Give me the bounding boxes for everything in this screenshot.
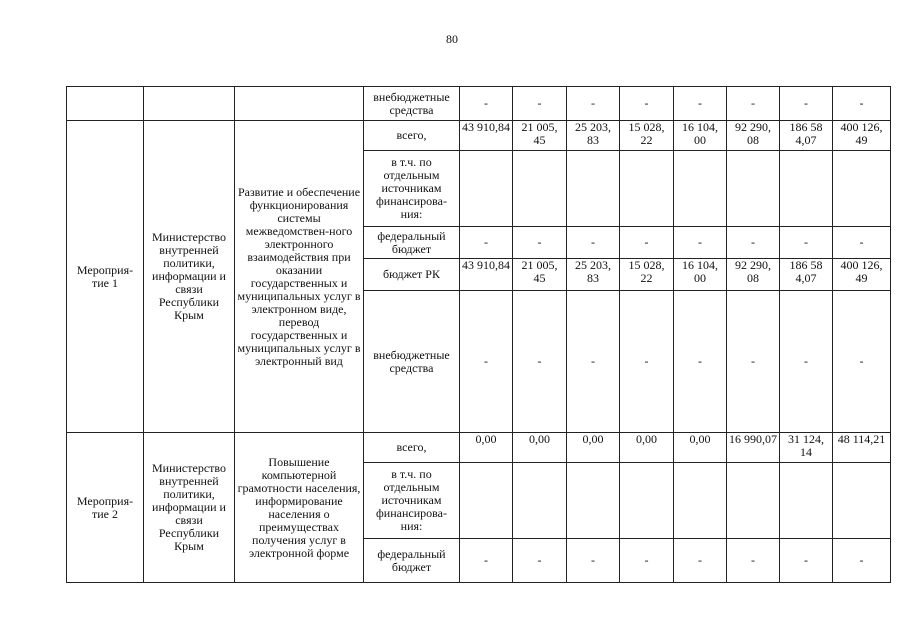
value-cell: - xyxy=(460,87,513,121)
page-number: 80 xyxy=(446,32,458,46)
value-cell: - xyxy=(513,227,567,259)
value-cell: 0,00 xyxy=(674,433,727,463)
value-cell xyxy=(727,151,780,227)
value-cell: 400 126, 49 xyxy=(833,259,891,291)
value-cell: - xyxy=(513,291,567,433)
value-cell: - xyxy=(620,227,674,259)
value-cell xyxy=(674,463,727,539)
value-cell: - xyxy=(620,539,674,583)
value-cell: 21 005, 45 xyxy=(513,259,567,291)
value-cell: - xyxy=(833,87,891,121)
organization-cell: Министерство внутренней политики, информации и связи Республики Крым xyxy=(144,121,235,433)
table-row xyxy=(67,121,891,151)
value-cell: 25 203, 83 xyxy=(567,259,620,291)
source-cell: в т.ч. по отдельным источникам финансирова-ния: xyxy=(364,463,460,539)
value-cell: - xyxy=(567,291,620,433)
organization-cell: Министерство внутренней политики, информации и связи Республики Крым xyxy=(144,433,235,583)
value-cell xyxy=(620,151,674,227)
value-cell: - xyxy=(567,539,620,583)
value-cell: - xyxy=(460,291,513,433)
value-cell: - xyxy=(727,291,780,433)
value-cell: 0,00 xyxy=(460,433,513,463)
value-cell: 16 104, 00 xyxy=(674,121,727,151)
value-cell xyxy=(780,151,833,227)
source-cell: всего, xyxy=(364,433,460,463)
source-cell: бюджет РК xyxy=(364,259,460,291)
value-cell: 0,00 xyxy=(567,433,620,463)
value-cell: 15 028, 22 xyxy=(620,121,674,151)
value-cell: - xyxy=(674,87,727,121)
source-cell: внебюджетные средства xyxy=(364,291,460,433)
source-cell: федеральный бюджет xyxy=(364,539,460,583)
value-cell: - xyxy=(513,539,567,583)
value-cell: - xyxy=(674,539,727,583)
value-cell: 21 005, 45 xyxy=(513,121,567,151)
value-cell: - xyxy=(780,539,833,583)
financing-table xyxy=(66,86,891,583)
value-cell: 186 58 4,07 xyxy=(780,259,833,291)
source-cell: внебюджетные средства xyxy=(364,87,460,121)
value-cell: - xyxy=(833,291,891,433)
value-cell: - xyxy=(567,87,620,121)
value-cell: 0,00 xyxy=(620,433,674,463)
event-cell xyxy=(67,87,144,121)
value-cell: - xyxy=(460,227,513,259)
value-cell: 31 124, 14 xyxy=(780,433,833,463)
value-cell: - xyxy=(780,291,833,433)
value-cell: - xyxy=(727,87,780,121)
value-cell: - xyxy=(833,227,891,259)
value-cell xyxy=(780,463,833,539)
value-cell: - xyxy=(460,539,513,583)
value-cell xyxy=(460,463,513,539)
table-row xyxy=(67,87,891,121)
source-cell: всего, xyxy=(364,121,460,151)
value-cell xyxy=(620,463,674,539)
description-cell xyxy=(235,87,364,121)
value-cell: 16 104, 00 xyxy=(674,259,727,291)
value-cell xyxy=(567,151,620,227)
value-cell xyxy=(460,151,513,227)
value-cell xyxy=(513,151,567,227)
value-cell: 92 290, 08 xyxy=(727,259,780,291)
value-cell: 0,00 xyxy=(513,433,567,463)
value-cell: 92 290, 08 xyxy=(727,121,780,151)
value-cell xyxy=(833,151,891,227)
value-cell: 25 203, 83 xyxy=(567,121,620,151)
event-cell: Мероприя-тие 2 xyxy=(67,433,144,583)
value-cell: - xyxy=(833,539,891,583)
value-cell: - xyxy=(727,539,780,583)
value-cell: 186 58 4,07 xyxy=(780,121,833,151)
value-cell: - xyxy=(620,291,674,433)
value-cell: 400 126, 49 xyxy=(833,121,891,151)
organization-cell xyxy=(144,87,235,121)
source-cell: в т.ч. по отдельным источникам финансирова-ния: xyxy=(364,151,460,227)
value-cell: - xyxy=(674,291,727,433)
value-cell xyxy=(833,463,891,539)
value-cell xyxy=(727,463,780,539)
value-cell: 48 114,21 xyxy=(833,433,891,463)
value-cell: - xyxy=(674,227,727,259)
event-cell: Мероприя-тие 1 xyxy=(67,121,144,433)
value-cell: - xyxy=(727,227,780,259)
value-cell: - xyxy=(567,227,620,259)
source-cell: федеральный бюджет xyxy=(364,227,460,259)
description-cell: Развитие и обеспечение функционирования системы межведомствен-ного электронного взаимодействия при оказании государственных и муниципальных услуг в электронном виде, перевод государственных и муниципальных услуг в электронный вид xyxy=(235,121,364,433)
value-cell: - xyxy=(620,87,674,121)
value-cell: - xyxy=(780,87,833,121)
description-cell: Повышение компьютерной грамотности населения, информирование населения о преимуществах получения услуг в электронной форме xyxy=(235,433,364,583)
value-cell: 43 910,84 xyxy=(460,121,513,151)
value-cell: - xyxy=(513,87,567,121)
value-cell: - xyxy=(780,227,833,259)
value-cell xyxy=(567,463,620,539)
value-cell: 16 990,07 xyxy=(727,433,780,463)
value-cell xyxy=(513,463,567,539)
value-cell: 15 028, 22 xyxy=(620,259,674,291)
value-cell: 43 910,84 xyxy=(460,259,513,291)
value-cell xyxy=(674,151,727,227)
table-row xyxy=(67,433,891,463)
